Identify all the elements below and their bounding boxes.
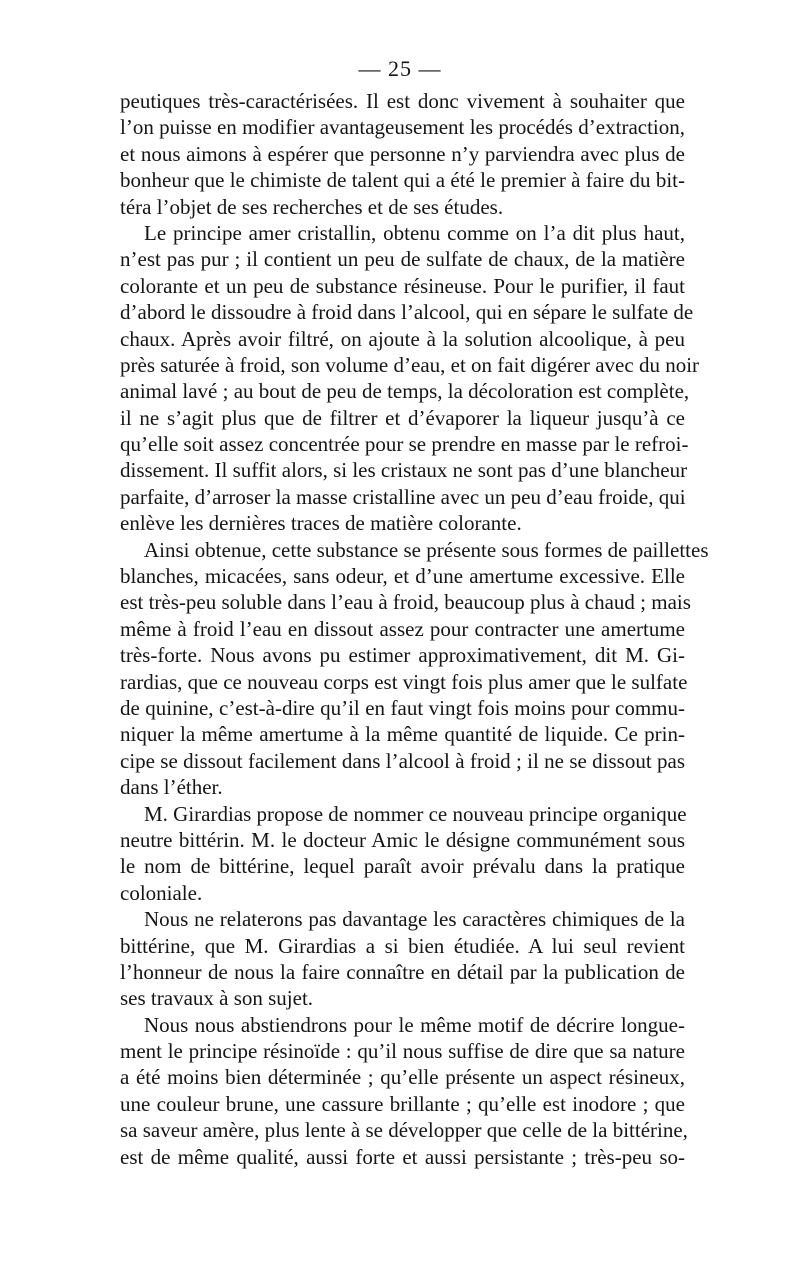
text-line: a été moins bien déterminée ; qu’elle présente un aspect résineux, <box>120 1065 685 1090</box>
text-line: Ainsi obtenue, cette substance se présente sous formes de paillettes <box>144 537 709 562</box>
text-line: parfaite, d’arroser la masse cristalline avec un peu d’eau froide, qui <box>120 484 686 509</box>
text-line: il ne s’agit plus que de filtrer et d’évaporer la liqueur jusqu’à ce <box>120 405 685 430</box>
text-line: et nous aimons à espérer que personne n’y parviendra avec plus de <box>120 141 685 166</box>
text-line: dans l’éther. <box>120 775 223 800</box>
text-line: qu’elle soit assez concentrée pour se prendre en masse par le refroi- <box>120 432 689 457</box>
text-line: enlève les dernières traces de matière colorante. <box>120 511 522 536</box>
text-line: le nom de bittérine, lequel paraît avoir prévalu dans la pratique <box>120 854 685 879</box>
text-line: téra l’objet de ses recherches et de ses études. <box>120 194 504 219</box>
text-line: ment le principe résinoïde : qu’il nous suffise de dire que sa nature <box>120 1039 685 1064</box>
text-line: n’est pas pur ; il contient un peu de sulfate de chaux, de la matière <box>120 247 685 272</box>
text-line: bonheur que le chimiste de talent qui a été le premier à faire du bit- <box>120 168 685 193</box>
text-line: l’on puisse en modifier avantageusement les procédés d’extraction, <box>120 115 685 140</box>
text-line: blanches, micacées, sans odeur, et d’une amertume excessive. Elle <box>120 564 685 589</box>
text-line: sa saveur amère, plus lente à se développer que celle de la bittérine, <box>120 1118 688 1143</box>
text-line: ses travaux à son sujet. <box>120 986 314 1011</box>
text-line: niquer la même amertume à la même quantité de liquide. Ce prin- <box>120 722 685 747</box>
text-line: bittérine, que M. Girardias a si bien étudiée. A lui seul revient <box>120 933 685 958</box>
text-line: peutiques très-caractérisées. Il est donc vivement à souhaiter que <box>120 89 685 113</box>
text-line: coloniale. <box>120 880 203 905</box>
text-line: neutre bittérin. M. le docteur Amic le désigne communément sous <box>120 827 685 852</box>
text-line: colorante et un peu de substance résineuse. Pour le purifier, il faut <box>120 273 685 298</box>
text-line: est très-peu soluble dans l’eau à froid, beaucoup plus à chaud ; mais <box>120 590 691 615</box>
text-line: près saturée à froid, son volume d’eau, et on fait digérer avec du noir <box>120 352 700 377</box>
text-line: l’honneur de nous la faire connaître en détail par la publication de <box>120 959 685 984</box>
text-line: Nous nous abstiendrons pour le même motif de décrire longue- <box>144 1012 685 1037</box>
text-line: chaux. Après avoir filtré, on ajoute à la solution alcoolique, à peu <box>120 326 685 351</box>
text-line: animal lavé ; au bout de peu de temps, la décoloration est complète, <box>120 379 690 404</box>
text-line: Nous ne relaterons pas davantage les caractères chimiques de la <box>144 907 685 932</box>
text-line: Le principe amer cristallin, obtenu comme on l’a dit plus haut, <box>144 220 685 245</box>
text-line: dissement. Il suffit alors, si les cristaux ne sont pas d’une blancheur <box>120 458 688 483</box>
text-line: même à froid l’eau en dissout assez pour contracter une amertume <box>120 616 685 641</box>
text-line: très-forte. Nous avons pu estimer approximativement, dit M. Gi- <box>120 643 685 668</box>
text-line: de quinine, c’est-à-dire qu’il en faut vingt fois moins pour commu- <box>120 695 685 720</box>
page-number: — 25 — <box>358 56 442 81</box>
text-line: une couleur brune, une cassure brillante ; qu’elle est inodore ; que <box>120 1091 685 1116</box>
text-line: M. Girardias propose de nommer ce nouveau principe organique <box>144 801 687 826</box>
text-line: rardias, que ce nouveau corps est vingt fois plus amer que le sulfate <box>120 669 688 694</box>
text-line: est de même qualité, aussi forte et aussi persistante ; très-peu so- <box>120 1144 685 1169</box>
text-line: d’abord le dissoudre à froid dans l’alcool, qui en sépare le sulfate de <box>120 300 694 325</box>
body-text <box>120 88 709 1170</box>
text-line: cipe se dissout facilement dans l’alcool à froid ; il ne se dissout pas <box>120 748 685 773</box>
